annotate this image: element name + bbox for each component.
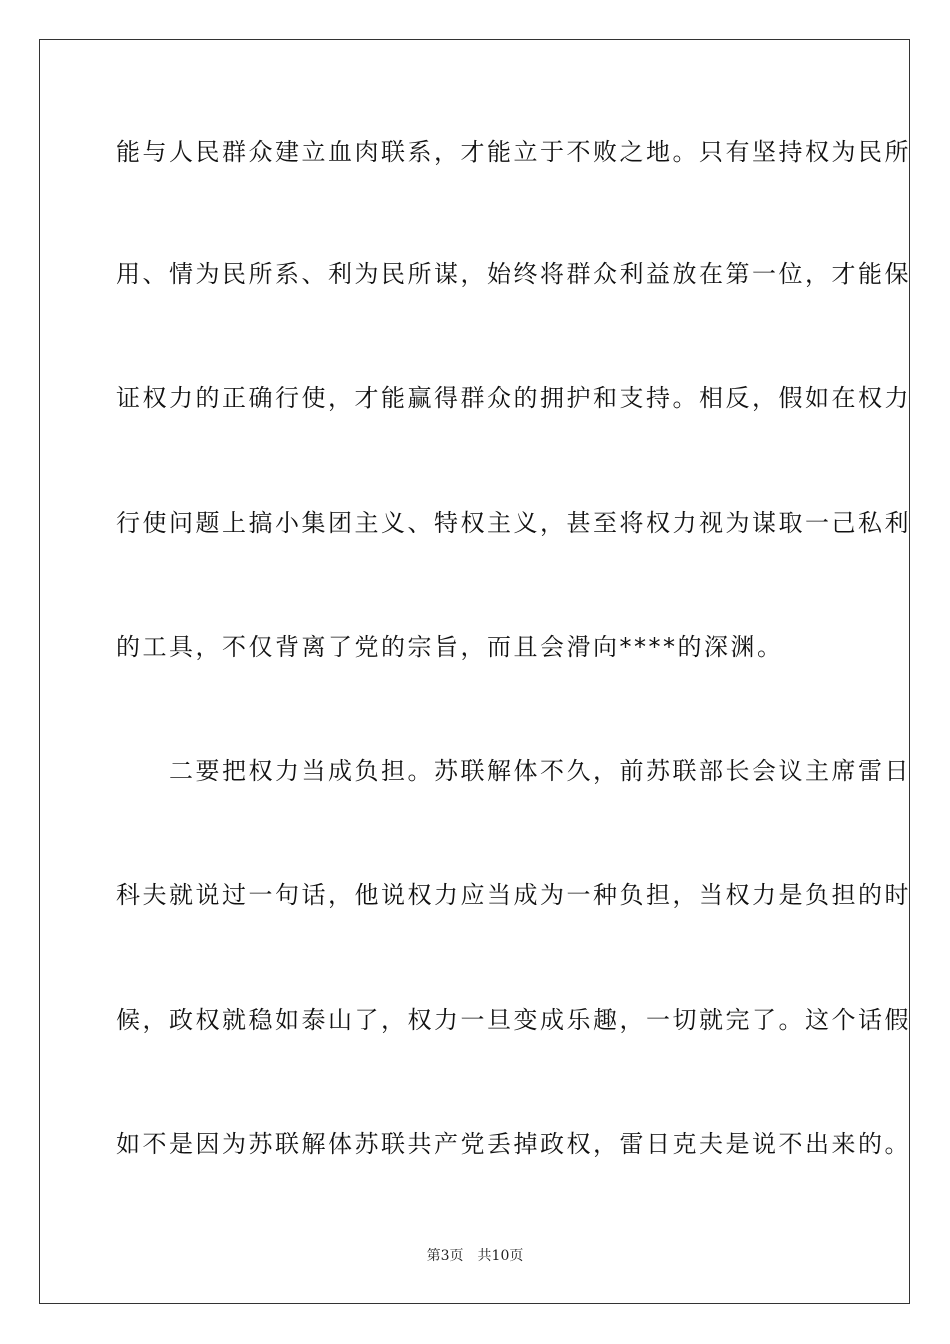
paragraph-line: 二要把权力当成负担。苏联解体不久，前苏联部长会议主席雷日	[116, 757, 911, 785]
paragraph-line: 的工具，不仅背离了党的宗旨，而且会滑向****的深渊。	[116, 633, 784, 661]
paragraph-line: 行使问题上搞小集团主义、特权主义，甚至将权力视为谋取一己私利	[116, 509, 911, 537]
page-number: 第3页	[426, 1248, 464, 1264]
paragraph-line: 证权力的正确行使，才能赢得群众的拥护和支持。相反，假如在权力	[116, 384, 911, 412]
paragraph-line: 科夫就说过一句话，他说权力应当成为一种负担，当权力是负担的时	[116, 881, 911, 909]
paragraph-line: 如不是因为苏联解体苏联共产党丢掉政权，雷日克夫是说不出来的。	[116, 1130, 911, 1158]
paragraph-line: 候，政权就稳如泰山了，权力一旦变成乐趣，一切就完了。这个话假	[116, 1006, 911, 1034]
page-total: 共10页	[477, 1248, 524, 1264]
paragraph-line: 用、情为民所系、利为民所谋，始终将群众利益放在第一位，才能保	[116, 260, 911, 288]
page-border	[39, 39, 910, 1304]
paragraph-line: 能与人民群众建立血肉联系，才能立于不败之地。只有坚持权为民所	[116, 138, 911, 166]
page-footer	[0, 1247, 950, 1265]
